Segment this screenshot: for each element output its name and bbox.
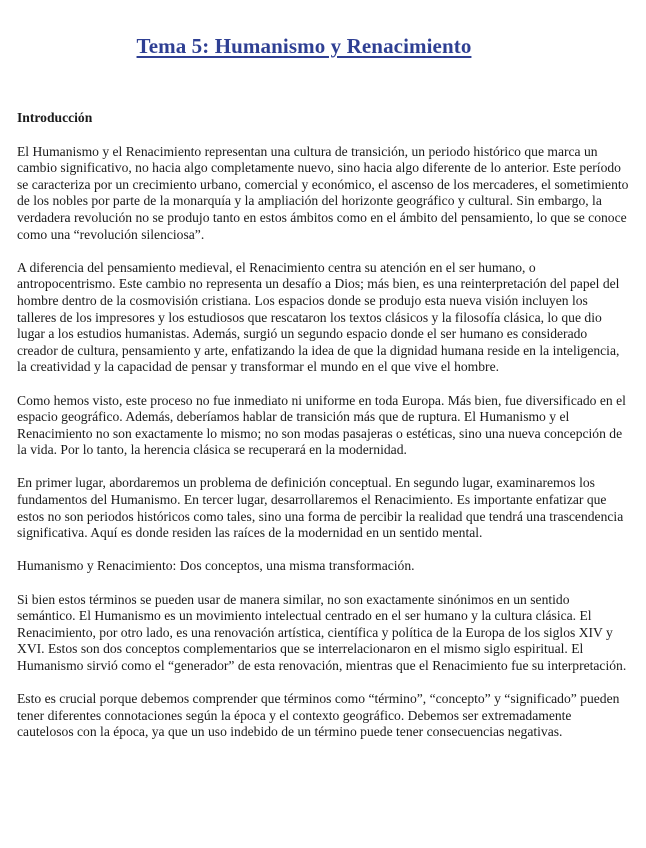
subsection-heading: Humanismo y Renacimiento: Dos conceptos, una misma transformación. (17, 558, 415, 574)
paragraph-2: A diferencia del pensamiento medieval, el Renacimiento centra su atención en el ser humano, o antropocentrismo. Este cambio no representa un desafío a Dios; más bien, es una reinterpretación del papel del hombre dentro de la cosmovisión cristiana. Los espacios donde se produjo esta nueva visión incluyen los talleres de los impresores y los estudiosos que rescataron los textos clásicos y la filosofía clásica, lo que dio lugar a los estudios humanistas. Además, surgió un segundo espacio donde el ser humano es considerado creador de cultura, pensamiento y arte, enfatizando la idea de que la dignidad humana reside en la inteligencia, la creatividad y la capacidad de pensar y transformar el mundo en el que vive el hombre. (17, 259, 620, 375)
paragraph-1: El Humanismo y el Renacimiento representan una cultura de transición, un periodo histórico que marca un cambio significativo, no hacia algo completamente nuevo, sino hacia algo diferente de lo anterior. Este período se caracteriza por un crecimiento urbano, comercial y económico, el ascenso de los mercaderes, el sometimiento de los nobles por parte de la monarquía y la ampliación del horizonte geográfico y cultural. Sin embargo, la verdadera revolución no se produjo tanto en estos ámbitos como en el ámbito del pensamiento, lo que se conoce como una “revolución silenciosa”. (17, 143, 629, 242)
paragraph-5: Si bien estos términos se pueden usar de manera similar, no son exactamente sinónimos en un sentido semántico. El Humanismo es un movimiento intelectual centrado en el ser humano y la cultura clásica. El Renacimiento, por otro lado, es una renovación artística, científica y política de la Europa de los siglos XIV y XVI. Estos son dos conceptos complementarios que se interrelacionaron en el mismo siglo espiritual. El Humanismo sirvió como el “generador” de esta renovación, mientras que el Renacimiento fue su interpretación. (17, 591, 627, 673)
section-heading-introduction: Introducción (17, 110, 93, 125)
paragraph-4: En primer lugar, abordaremos un problema de definición conceptual. En segundo lugar, examinaremos los fundamentos del Humanismo. En tercer lugar, desarrollaremos el Renacimiento. Es importante enfatizar que estos no son periodos históricos como tales, sino una forma de percibir la realidad que tendrá una trascendencia significativa. Aquí es donde residen las raíces de la modernidad en un sentido mental. (17, 475, 624, 541)
paragraph-3: Como hemos visto, este proceso no fue inmediato ni uniforme en toda Europa. Más bien, fue diversificado en el espacio geográfico. Además, deberíamos hablar de transición más que de ruptura. El Humanismo y el Renacimiento no son exactamente lo mismo; no son modas pasajeras o estéticas, sino una nueva concepción de la vida. Por lo tanto, la herencia clásica se recuperará en la modernidad. (17, 392, 626, 458)
document-body (17, 110, 629, 758)
paragraph-6: Esto es crucial porque debemos comprender que términos como “término”, “concepto” y “significado” pueden tener diferentes connotaciones según la época y el contexto geográfico. Debemos ser extremadamente cautelosos con la época, ya que un uso indebido de un término puede tener consecuencias negativas. (17, 691, 620, 740)
document-title: Tema 5: Humanismo y Renacimiento (136, 34, 472, 58)
